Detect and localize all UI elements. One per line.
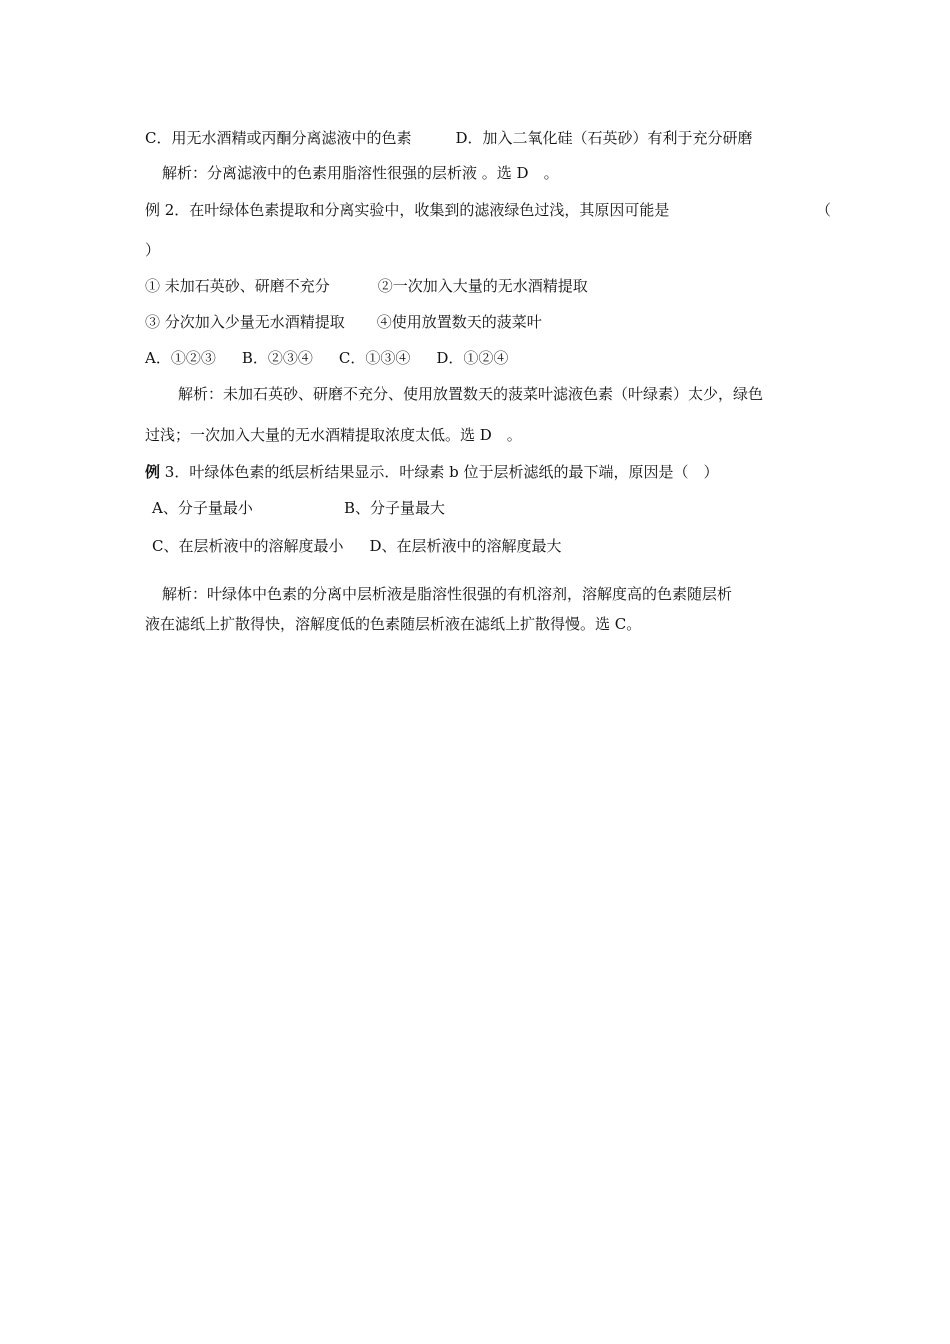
ex3-question: 3．叶绿体色素的纸层析结果显示．叶绿素 b 位于层析滤纸的最下端，原因是（ ） <box>160 463 719 481</box>
ex2-paren-open: （ <box>816 201 832 219</box>
ex2-choice-d: D．①②④ <box>436 349 509 367</box>
ex1-option-d: D．加入二氧化硅（石英砂）有利于充分研磨 <box>455 129 753 147</box>
ex2-items-row2 <box>145 312 542 332</box>
ex3-analysis-line2: 液在滤纸上扩散得快，溶解度低的色素随层析液在滤纸上扩散得慢。选 C。 <box>145 615 642 633</box>
ex3-question-line <box>145 462 718 482</box>
ex2-choice-c: C．①③④ <box>338 349 411 367</box>
ex2-choices <box>145 348 508 368</box>
ex3-label: 例 <box>145 463 161 481</box>
ex3-options-cd <box>152 536 562 556</box>
ex2-choice-a: A．①②③ <box>145 349 216 367</box>
ex1-options-cd <box>145 128 753 148</box>
ex3-option-b: B、分子量最大 <box>344 499 446 517</box>
ex2-analysis-line2: 过浅；一次加入大量的无水酒精提取浓度太低。选 D 。 <box>145 426 522 444</box>
ex1-analysis: 解析：分离滤液中的色素用脂溶性很强的层析液 。选 D 。 <box>162 164 559 182</box>
ex3-option-a: A、分子量最小 <box>152 499 253 517</box>
ex1-option-c: C．用无水酒精或丙酮分离滤液中的色素 <box>145 129 412 147</box>
ex2-item-2: ②一次加入大量的无水酒精提取 <box>377 277 588 295</box>
ex2-analysis-line1: 解析：未加石英砂、研磨不充分、使用放置数天的菠菜叶滤液色素（叶绿素）太少，绿色 <box>178 385 764 403</box>
ex2-choice-b: B．②③④ <box>241 349 313 367</box>
ex3-option-c: C、在层析液中的溶解度最小 <box>152 537 344 555</box>
ex3-analysis-line1: 解析：叶绿体中色素的分离中层析液是脂溶性很强的有机溶剂，溶解度高的色素随层析 <box>162 585 733 603</box>
ex3-option-d: D、在层析液中的溶解度最大 <box>369 537 562 555</box>
ex2-paren-close: ） <box>145 241 161 259</box>
ex2-item-4: ④使用放置数天的菠菜叶 <box>376 313 542 331</box>
ex3-options-ab <box>152 498 445 518</box>
ex2-item-3: ③ 分次加入少量无水酒精提取 <box>145 313 345 331</box>
ex2-question: 例 2．在叶绿体色素提取和分离实验中，收集到的滤液绿色过浅，其原因可能是 <box>145 201 670 219</box>
ex2-item-1: ① 未加石英砂、研磨不充分 <box>145 277 330 295</box>
ex2-items-row1 <box>145 276 588 296</box>
